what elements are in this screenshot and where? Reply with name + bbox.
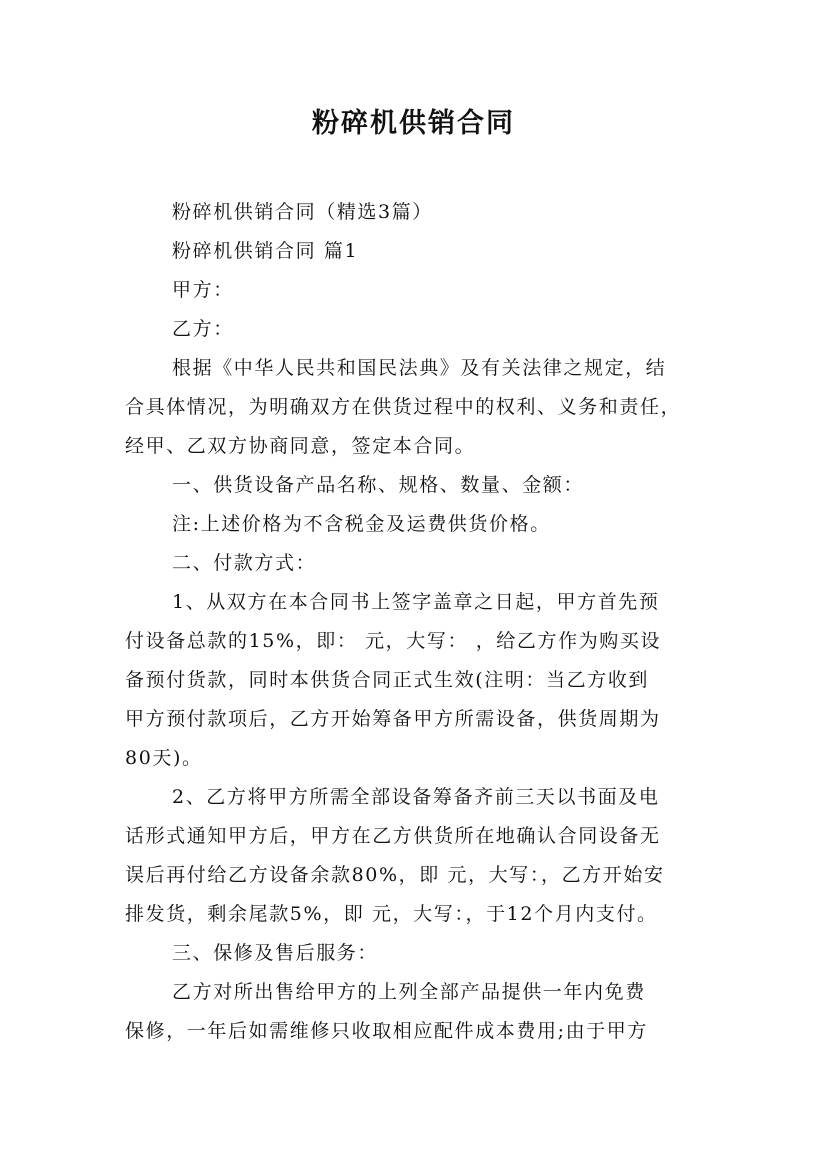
party-b-label: 乙方： (172, 318, 234, 340)
section-heading: 粉碎机供销合同 篇1 (172, 240, 359, 262)
paragraph-line: 付设备总款的15%，即： 元，大写： ，给乙方作为购买设 (125, 630, 662, 652)
paragraph-line: 排发货，剩余尾款5%，即 元，大写：，于12个月内支付。 (125, 903, 658, 925)
document-title: 粉碎机供销合同 (312, 108, 515, 139)
note-line: 注:上述价格为不含税金及运费供货价格。 (172, 513, 551, 535)
party-a-label: 甲方： (172, 279, 234, 301)
doc-subtitle: 粉碎机供销合同（精选3篇） (172, 201, 433, 223)
paragraph-line: 80天)。 (125, 747, 203, 769)
clause-heading: 二、付款方式： (172, 552, 317, 574)
paragraph-line: 根据《中华人民共和国民法典》及有关法律之规定，结 (172, 357, 667, 379)
paragraph-line: 合具体情况，为明确双方在供货过程中的权利、义务和责任， (125, 396, 682, 418)
paragraph-line: 甲方预付款项后，乙方开始筹备甲方所需设备，供货周期为 (125, 708, 661, 730)
clause-heading: 三、保修及售后服务： (172, 942, 379, 964)
paragraph-line: 1、从双方在本合同书上签字盖章之日起，甲方首先预 (172, 591, 660, 613)
paragraph-line: 经甲、乙双方协商同意，签定本合同。 (125, 435, 476, 457)
paragraph-line: 保修，一年后如需维修只收取相应配件成本费用;由于甲方 (125, 1020, 649, 1042)
paragraph-line: 备预付货款，同时本供货合同正式生效(注明：当乙方收到 (125, 669, 650, 691)
paragraph-line: 2、乙方将甲方所需全部设备筹备齐前三天以书面及电 (172, 786, 660, 808)
paragraph-line: 误后再付给乙方设备余款80%，即 元，大写：，乙方开始安 (125, 864, 665, 886)
paragraph-line: 话形式通知甲方后，甲方在乙方供货所在地确认合同设备无 (125, 825, 661, 847)
paragraph-line: 乙方对所出售给甲方的上列全部产品提供一年内免费 (172, 981, 646, 1003)
clause-heading: 一、供货设备产品名称、规格、数量、金额： (172, 474, 585, 496)
